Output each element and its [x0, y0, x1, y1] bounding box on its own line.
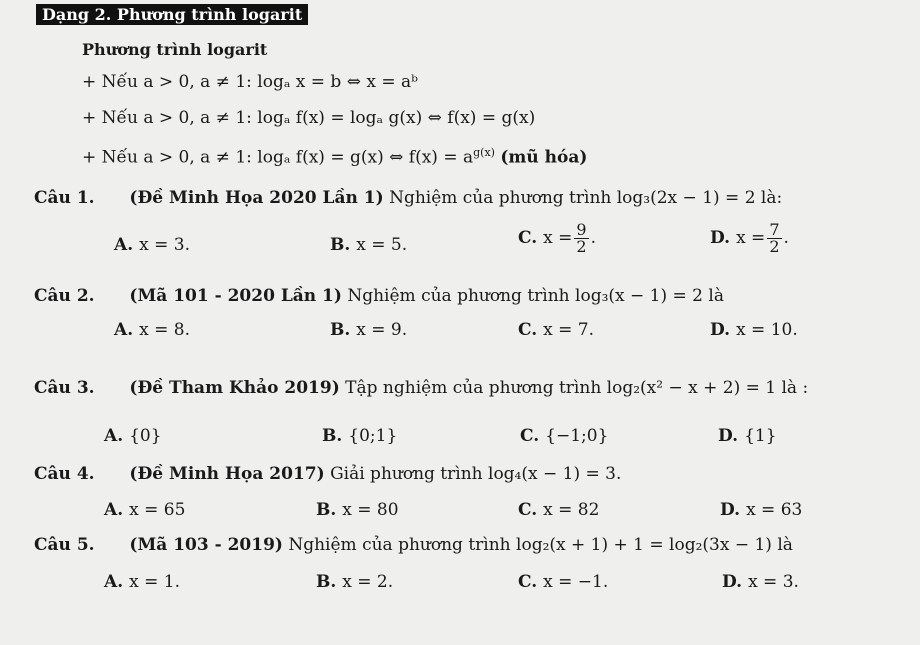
question-text: Nghiệm của phương trình log₃(x − 1) = 2 là: [347, 286, 724, 306]
q4-answer-b[interactable]: B. x = 80: [316, 500, 399, 520]
section-header: Dạng 2. Phương trình logarit: [36, 4, 308, 25]
q1-answer-b[interactable]: B. x = 5.: [330, 235, 408, 255]
rule-3-note: (mũ hóa): [500, 147, 588, 168]
q5-answer-d[interactable]: D. x = 3.: [722, 572, 799, 592]
q2-answer-c[interactable]: C. x = 7.: [518, 320, 595, 340]
q5-answer-a[interactable]: A. x = 1.: [104, 572, 180, 592]
q5-answer-b[interactable]: B. x = 2.: [316, 572, 394, 592]
fraction: $\frac{7}{2}$: [769, 220, 780, 256]
rule-3-text: + Nếu a > 0, a ≠ 1: logₐ f(x) = g(x) ⇔ f(x) = a: [82, 147, 474, 168]
q2-answer-d[interactable]: D. x = 10.: [710, 320, 798, 340]
question-2: [34, 286, 724, 306]
q4-answer-d[interactable]: D. x = 63: [720, 500, 803, 520]
rule-3-exponent: g(x): [473, 146, 495, 159]
q1-answer-c[interactable]: C. x = $\frac{9}{2}$ .: [518, 220, 596, 256]
question-number: Câu 4.: [34, 464, 95, 484]
question-3: [34, 378, 808, 398]
q3-answer-c[interactable]: C. {−1;0}: [520, 426, 609, 446]
q3-answer-b[interactable]: B. {0;1}: [322, 426, 398, 446]
question-text: Nghiệm của phương trình log₃(2x − 1) = 2 là:: [389, 188, 783, 208]
question-number: Câu 5.: [34, 535, 95, 555]
question-source: (Mã 101 - 2020 Lần 1): [129, 286, 342, 306]
question-number: Câu 1.: [34, 188, 95, 208]
section-subheading: Phương trình logarit: [82, 40, 268, 59]
question-source: (Đề Minh Họa 2020 Lần 1): [129, 188, 384, 208]
q4-answer-c[interactable]: C. x = 82: [518, 500, 600, 520]
q2-answer-a[interactable]: A. x = 8.: [114, 320, 190, 340]
question-text: Tập nghiệm của phương trình log₂(x² − x + 2) = 1 là :: [345, 378, 809, 398]
rule-2: + Nếu a > 0, a ≠ 1: logₐ f(x) = logₐ g(x) ⇔ f(x) = g(x): [82, 108, 536, 128]
rule-3: [82, 146, 587, 168]
fraction: $\frac{9}{2}$: [576, 220, 587, 256]
q3-answer-d[interactable]: D. {1}: [718, 426, 777, 446]
question-source: (Mã 103 - 2019): [129, 535, 283, 555]
rule-1: + Nếu a > 0, a ≠ 1: logₐ x = b ⇔ x = aᵇ: [82, 72, 418, 92]
q3-answer-a[interactable]: A. {0}: [104, 426, 162, 446]
q2-answer-b[interactable]: B. x = 9.: [330, 320, 408, 340]
question-5: [34, 535, 793, 555]
question-number: Câu 3.: [34, 378, 95, 398]
question-source: (Đề Minh Họa 2017): [129, 464, 325, 484]
question-number: Câu 2.: [34, 286, 95, 306]
question-4: [34, 464, 621, 484]
question-text: Giải phương trình log₄(x − 1) = 3.: [330, 464, 622, 484]
q4-answer-a[interactable]: A. x = 65: [104, 500, 186, 520]
question-1: [34, 188, 782, 208]
q1-answer-d[interactable]: D. x = $\frac{7}{2}$ .: [710, 220, 789, 256]
q5-answer-c[interactable]: C. x = −1.: [518, 572, 609, 592]
question-source: (Đề Tham Khảo 2019): [129, 378, 340, 398]
q1-answer-a[interactable]: A. x = 3.: [114, 235, 190, 255]
question-text: Nghiệm của phương trình log₂(x + 1) + 1 = log₂(3x − 1) là: [288, 535, 793, 555]
